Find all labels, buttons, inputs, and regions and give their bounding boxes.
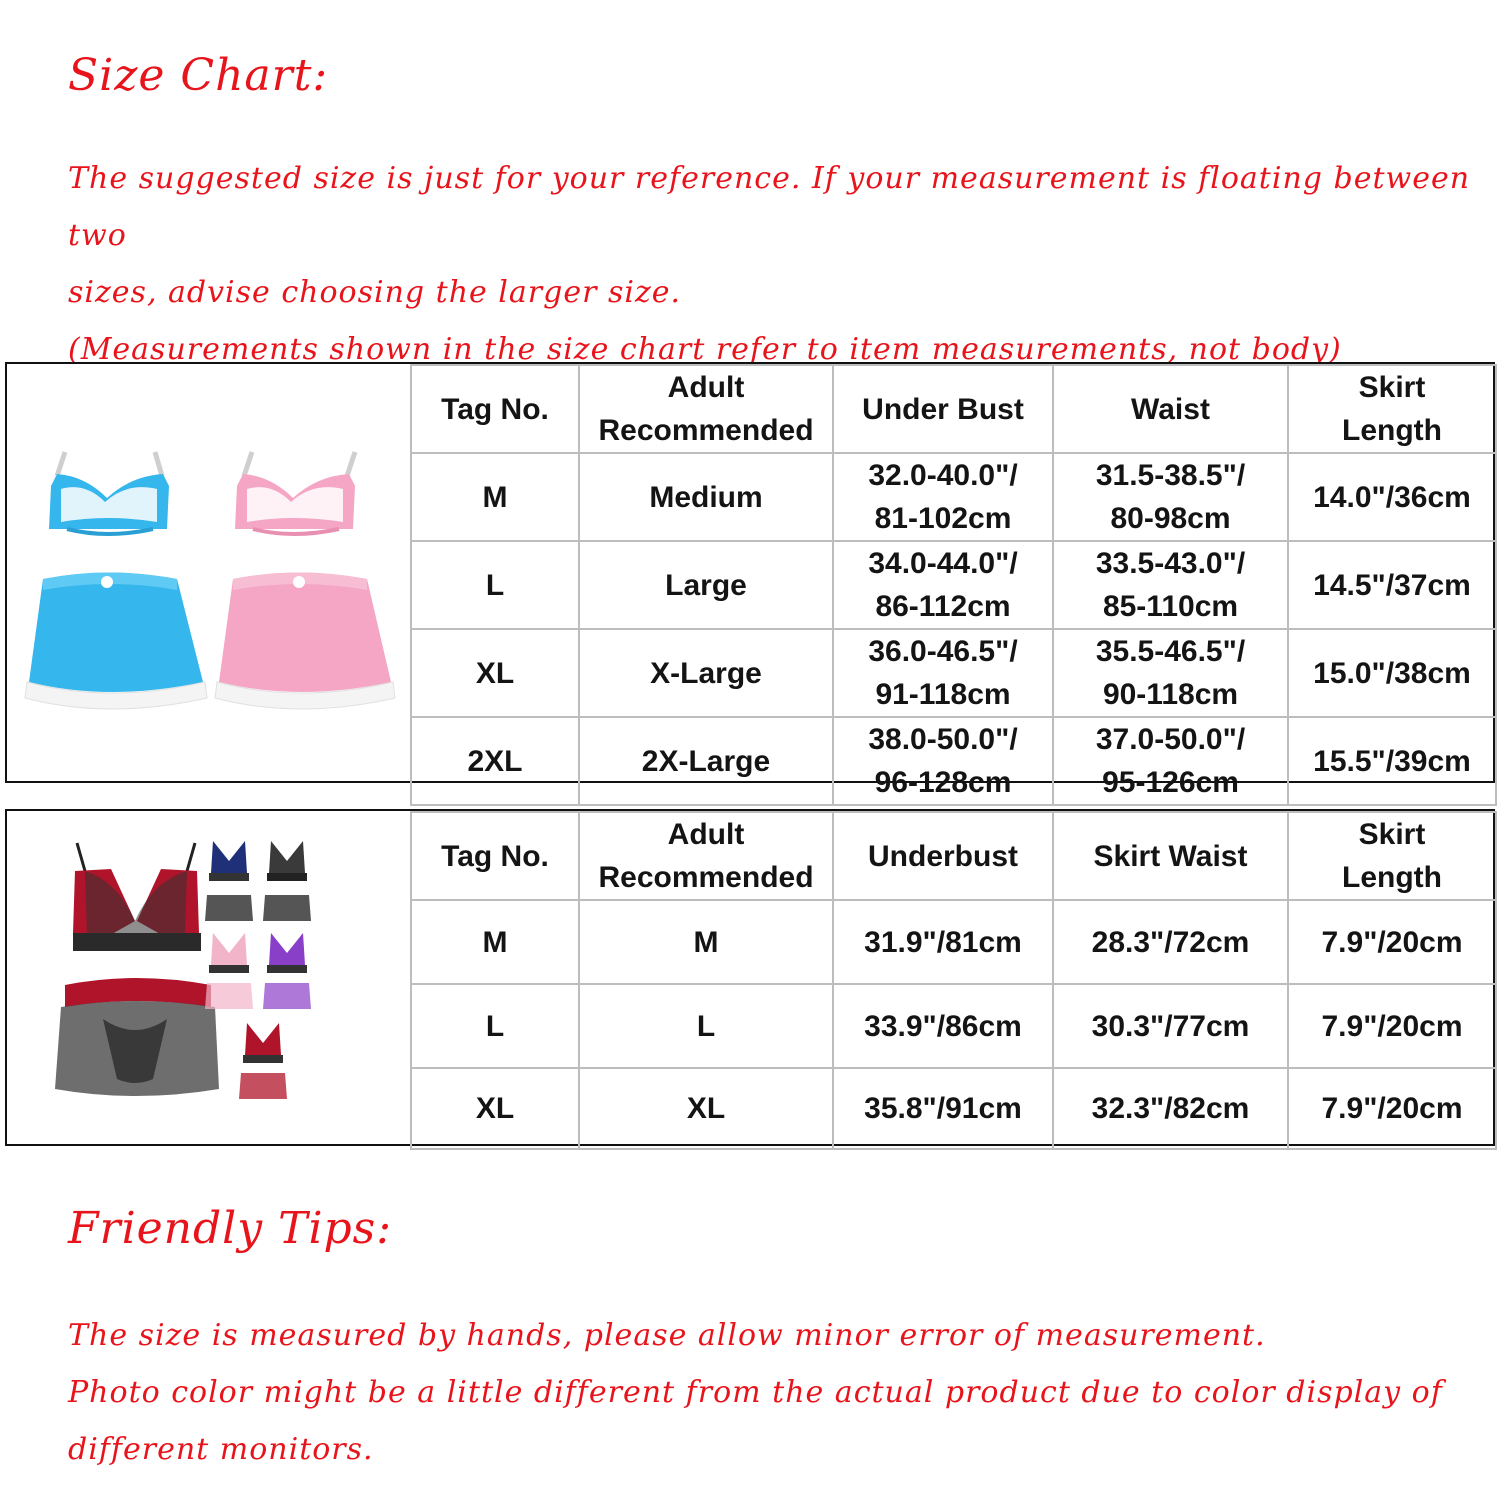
- header-adult-recommended-text: Adult Recommended: [598, 818, 814, 894]
- cell-under-bust: [833, 453, 1053, 541]
- header-skirt-length-text: Skirt Length: [1342, 818, 1442, 894]
- cell-skirt-waist: 32.3"/82cm: [1053, 1068, 1288, 1149]
- cell-adult: 2X-Large: [579, 717, 833, 805]
- tip-line-3: different monitors.: [68, 1432, 374, 1467]
- intro-line-1: The suggested size is just for your reference. If your measurement is floating between two: [68, 161, 1471, 253]
- product-photo-1: [7, 364, 412, 781]
- header-tag-no: Tag No.: [411, 365, 579, 453]
- cell-under-bust-text: 36.0-46.5"/ 91-118cm: [868, 635, 1018, 711]
- cell-waist: [1053, 717, 1288, 805]
- cell-adult: M: [579, 900, 833, 984]
- variant-red: [239, 1023, 287, 1099]
- cell-under-bust: [833, 717, 1053, 805]
- size-table-1: [5, 362, 1495, 799]
- intro-line-3: (Measurements shown in the size chart refer to item measurements, not body): [68, 332, 1342, 367]
- cell-under-bust-text: 38.0-50.0"/ 96-128cm: [868, 723, 1018, 799]
- lace-lingerie-set-photo: [55, 841, 311, 1099]
- header-underbust: Underbust: [833, 812, 1053, 900]
- cell-waist-text: 33.5-43.0"/ 85-110cm: [1095, 547, 1246, 623]
- cell-skirt-length: 15.5"/39cm: [1288, 717, 1496, 805]
- cell-adult: L: [579, 984, 833, 1068]
- cell-under-bust: [833, 629, 1053, 717]
- cell-underbust: 31.9"/81cm: [833, 900, 1053, 984]
- size-table-2-grid: [410, 811, 1497, 1150]
- table-row: [411, 453, 1496, 541]
- cell-waist: [1053, 453, 1288, 541]
- cell-adult: Large: [579, 541, 833, 629]
- cell-skirt-waist: 30.3"/77cm: [1053, 984, 1288, 1068]
- variant-purple: [263, 933, 311, 1009]
- header-skirt-length-text: Skirt Length: [1342, 371, 1442, 447]
- variant-navy: [205, 841, 253, 921]
- cell-waist: [1053, 629, 1288, 717]
- cell-waist-text: 35.5-46.5"/ 90-118cm: [1095, 635, 1246, 711]
- header-adult-recommended: [579, 812, 833, 900]
- cell-tag: XL: [411, 1068, 579, 1149]
- header-waist: Waist: [1053, 365, 1288, 453]
- cell-tag: M: [411, 900, 579, 984]
- cell-under-bust: [833, 541, 1053, 629]
- cell-skirt-length: 15.0"/38cm: [1288, 629, 1496, 717]
- cell-adult: Medium: [579, 453, 833, 541]
- blue-lingerie-set-photo: [25, 452, 207, 709]
- cell-underbust: 33.9"/86cm: [833, 984, 1053, 1068]
- table-row: [411, 541, 1496, 629]
- friendly-tips-title: Friendly Tips:: [68, 1203, 393, 1254]
- cell-skirt-waist: 28.3"/72cm: [1053, 900, 1288, 984]
- intro-line-2: sizes, advise choosing the larger size.: [68, 275, 682, 310]
- pink-lingerie-set-photo: [215, 452, 395, 709]
- cell-waist-text: 37.0-50.0"/ 95-126cm: [1095, 723, 1246, 799]
- cell-under-bust-text: 32.0-40.0"/ 81-102cm: [868, 459, 1018, 535]
- header-adult-recommended-text: Adult Recommended: [598, 371, 814, 447]
- size-table-2: [5, 809, 1495, 1146]
- table-row: [411, 629, 1496, 717]
- table-header-row: [411, 365, 1496, 453]
- header-skirt-length: [1288, 812, 1496, 900]
- table-row: [411, 1068, 1496, 1149]
- size-intro: [68, 150, 1500, 378]
- cell-skirt-length: 7.9"/20cm: [1288, 1068, 1496, 1149]
- friendly-tips: [68, 1307, 1443, 1478]
- cell-adult: XL: [579, 1068, 833, 1149]
- header-under-bust: Under Bust: [833, 365, 1053, 453]
- cell-tag: M: [411, 453, 579, 541]
- table-header-row: [411, 812, 1496, 900]
- cell-under-bust-text: 34.0-44.0"/ 86-112cm: [868, 547, 1018, 623]
- variant-light-pink: [205, 933, 253, 1009]
- cell-tag: XL: [411, 629, 579, 717]
- cell-skirt-length: 14.0"/36cm: [1288, 453, 1496, 541]
- header-skirt-waist: Skirt Waist: [1053, 812, 1288, 900]
- header-skirt-length: [1288, 365, 1496, 453]
- cell-tag: 2XL: [411, 717, 579, 805]
- cell-skirt-length: 7.9"/20cm: [1288, 900, 1496, 984]
- table-row: [411, 717, 1496, 805]
- size-chart-title: Size Chart:: [68, 50, 329, 101]
- header-tag-no: Tag No.: [411, 812, 579, 900]
- variant-black: [263, 841, 311, 921]
- cell-tag: L: [411, 541, 579, 629]
- cell-waist-text: 31.5-38.5"/ 80-98cm: [1095, 459, 1246, 535]
- tip-line-1: The size is measured by hands, please allow minor error of measurement.: [68, 1318, 1266, 1353]
- table-row: [411, 984, 1496, 1068]
- cell-underbust: 35.8"/91cm: [833, 1068, 1053, 1149]
- cell-adult: X-Large: [579, 629, 833, 717]
- cell-waist: [1053, 541, 1288, 629]
- size-table-1-grid: [410, 364, 1497, 806]
- cell-tag: L: [411, 984, 579, 1068]
- table-row: [411, 900, 1496, 984]
- cell-skirt-length: 7.9"/20cm: [1288, 984, 1496, 1068]
- lingerie-variants-photo-icon: [7, 811, 410, 1144]
- cell-skirt-length: 14.5"/37cm: [1288, 541, 1496, 629]
- header-adult-recommended: [579, 365, 833, 453]
- tip-line-2: Photo color might be a little different from the actual product due to color display of: [68, 1375, 1443, 1410]
- product-photo-2: [7, 811, 412, 1144]
- lingerie-set-photo-icon: [7, 364, 410, 781]
